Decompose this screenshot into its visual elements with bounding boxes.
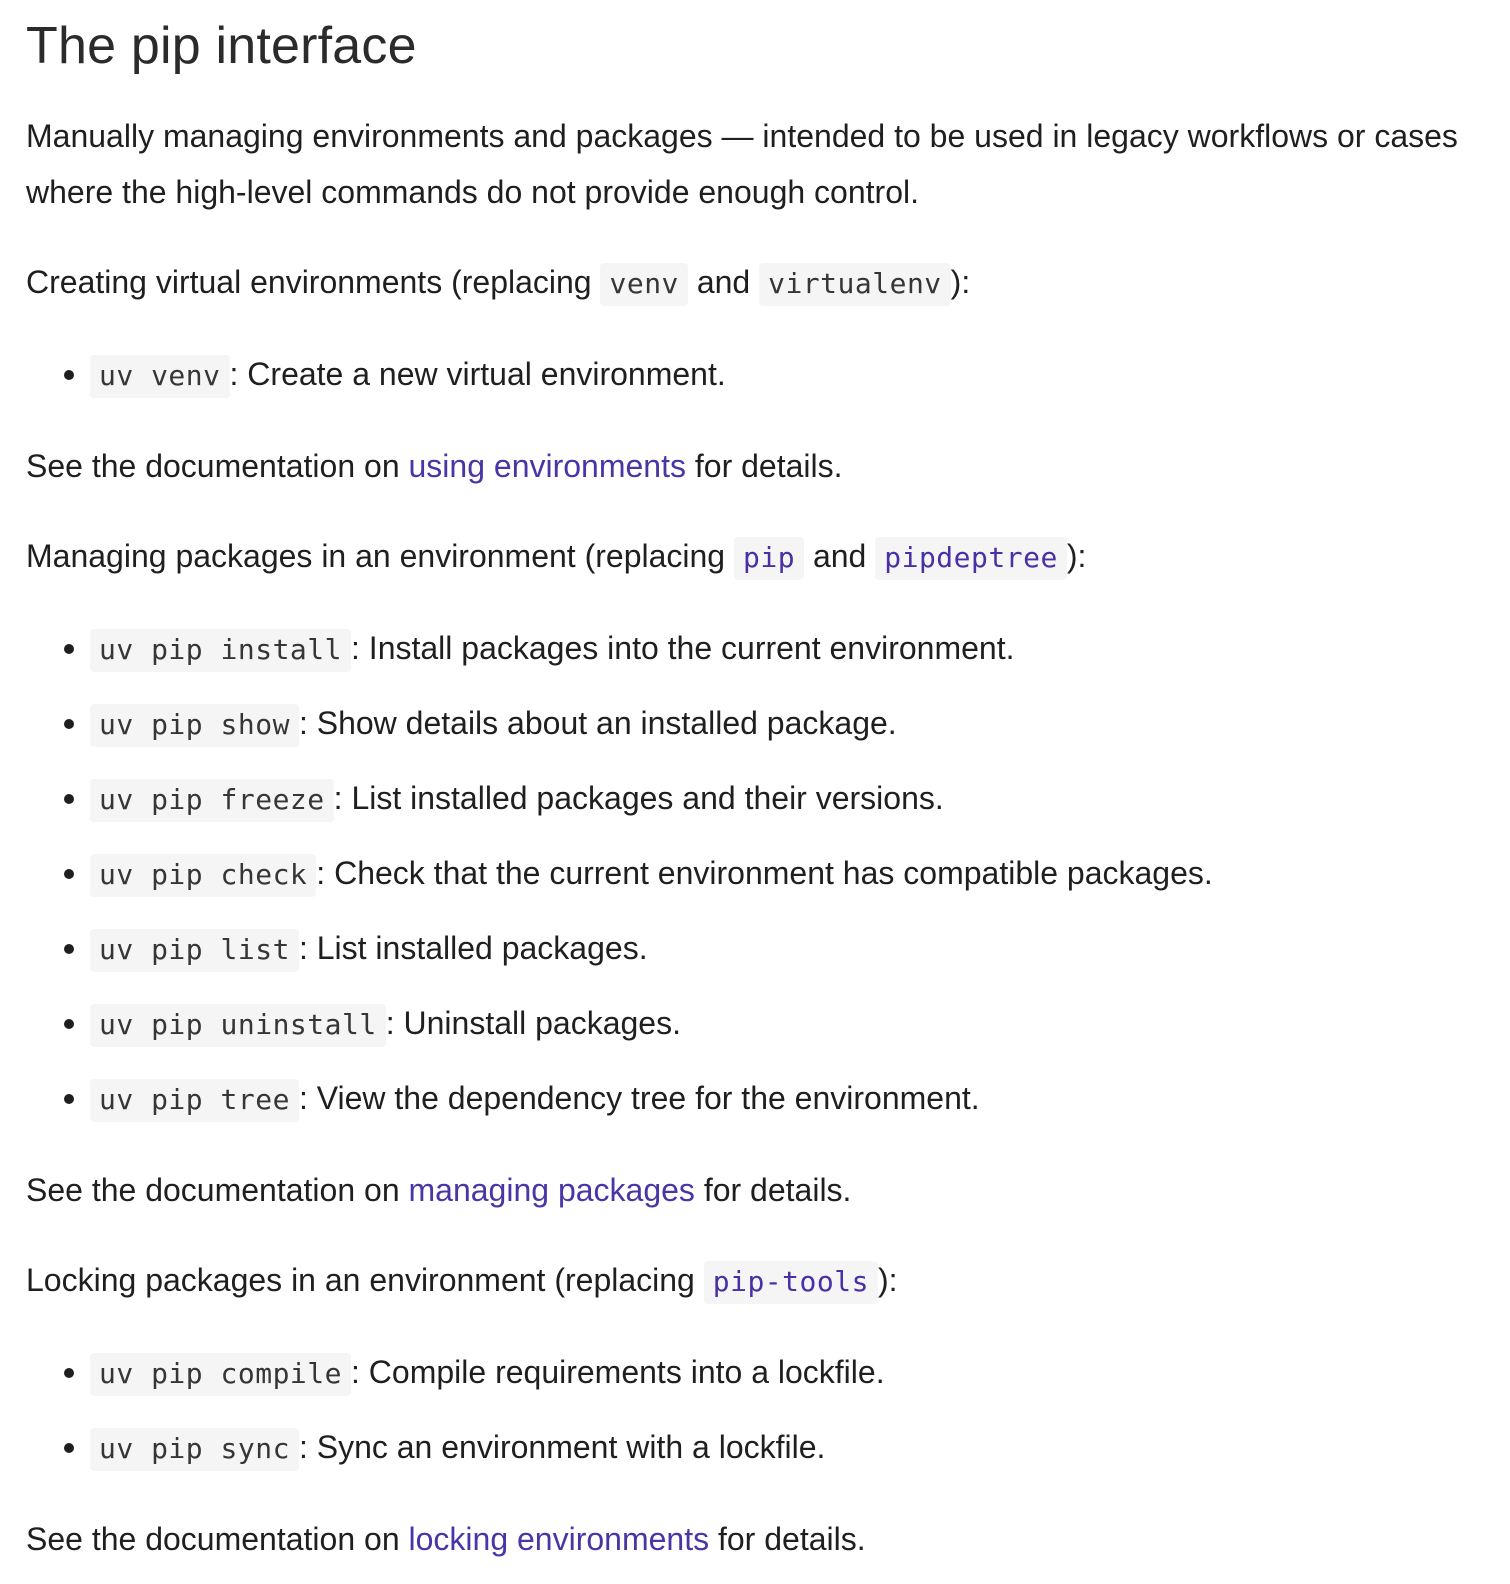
envs-lead-prefix: Creating virtual environments (replacing [26,264,601,300]
command-description: : Install packages into the current environment. [351,630,1015,666]
bullet-icon [64,1443,74,1453]
code-virtualenv: virtualenv [759,263,951,306]
command-code: uv pip install [90,629,351,672]
packages-see-more [26,1162,1480,1218]
link-pipdeptree[interactable] [875,538,1067,574]
command-description: : Check that the current environment has compatible packages. [316,855,1213,891]
bullet-icon [64,1368,74,1378]
envs-command-list [26,346,1480,404]
bullet-icon [64,1019,74,1029]
packages-lead-prefix: Managing packages in an environment (replacing [26,538,734,574]
list-item [64,346,1480,404]
command-description: : List installed packages and their versions. [333,780,944,816]
code-pip: pip [734,537,804,580]
bullet-icon [64,869,74,879]
list-item [64,695,1480,753]
envs-lead [26,254,1480,312]
see-prefix: See the documentation on [26,1521,409,1557]
list-item [64,1419,1480,1477]
bullet-icon [64,794,74,804]
bullet-icon [64,370,74,380]
link-pip-tools[interactable] [704,1262,878,1298]
packages-lead [26,528,1480,586]
command-code: uv pip list [90,929,299,972]
see-suffix: for details. [709,1521,866,1557]
command-description: : Uninstall packages. [385,1005,681,1041]
list-item [64,770,1480,828]
code-venv: venv [600,263,687,306]
packages-lead-and: and [804,538,876,574]
list-item [64,920,1480,978]
command-code: uv pip freeze [90,779,334,822]
command-description: : Compile requirements into a lockfile. [351,1354,885,1390]
locking-see-more [26,1511,1480,1567]
see-suffix: for details. [685,448,843,484]
code-pip-tools: pip-tools [704,1261,878,1304]
packages-lead-suffix: ): [1066,538,1087,574]
command-description: : Sync an environment with a lockfile. [298,1429,826,1465]
bullet-icon [64,719,74,729]
list-item [64,845,1480,903]
bullet-icon [64,1094,74,1104]
envs-see-more [26,438,1480,494]
envs-lead-and: and [687,264,760,300]
command-code: uv pip sync [90,1428,299,1471]
command-code: uv pip check [90,854,316,897]
link-pip[interactable] [734,538,804,574]
see-prefix: See the documentation on [26,448,409,484]
locking-lead [26,1252,1480,1310]
command-description: : View the dependency tree for the environment. [298,1080,980,1116]
locking-lead-suffix: ): [877,1262,898,1298]
command-description: : Show details about an installed package. [298,705,897,741]
intro-paragraph: Manually managing environments and packages — intended to be used in legacy workflows or cases where the high-level commands do not provide enough control. [26,118,1458,210]
code-pipdeptree: pipdeptree [875,537,1067,580]
list-item [64,1070,1480,1128]
bullet-icon [64,644,74,654]
list-item [64,995,1480,1053]
command-code: uv pip uninstall [90,1004,386,1047]
command-description: : List installed packages. [298,930,648,966]
envs-lead-suffix: ): [950,264,971,300]
locking-command-list [26,1344,1480,1477]
see-suffix: for details. [694,1172,852,1208]
see-prefix: See the documentation on [26,1172,409,1208]
command-code: uv pip tree [90,1079,299,1122]
link-using-environments[interactable]: using environments [408,448,686,484]
list-item [64,1344,1480,1402]
list-item [64,620,1480,678]
bullet-icon [64,944,74,954]
link-managing-packages[interactable]: managing packages [408,1172,695,1208]
page-title: The pip interface [26,17,417,75]
command-code: uv venv [90,355,230,398]
locking-lead-prefix: Locking packages in an environment (replacing [26,1262,704,1298]
command-code: uv pip show [90,704,299,747]
packages-command-list [26,620,1480,1128]
command-description: : Create a new virtual environment. [229,356,726,392]
link-locking-environments[interactable]: locking environments [408,1521,710,1557]
command-code: uv pip compile [90,1353,351,1396]
